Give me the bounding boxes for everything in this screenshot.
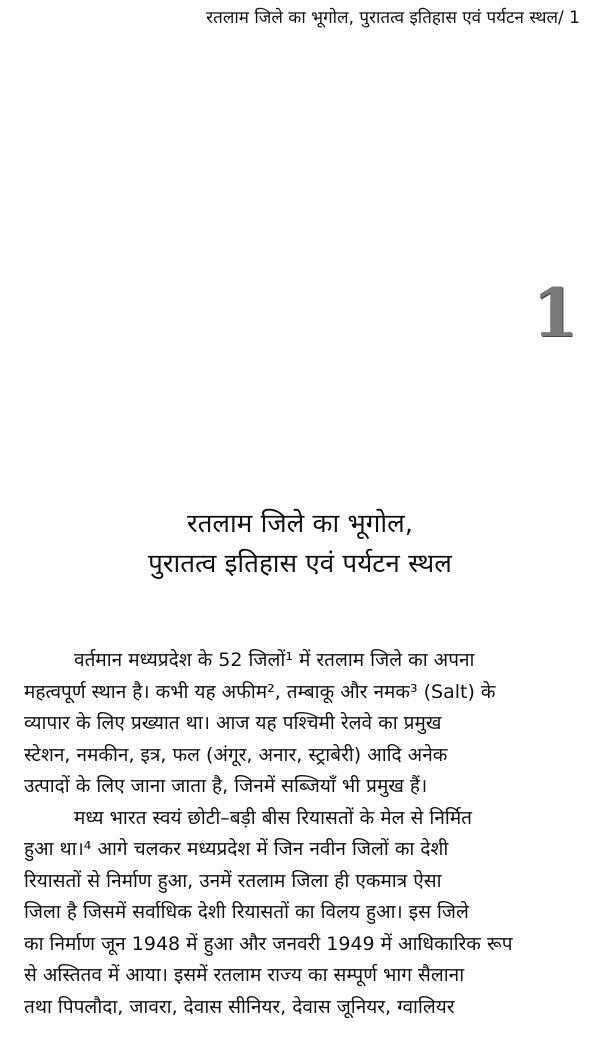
paragraph-line: उत्पादों के लिए जाना जाता है, जिनमें सब्जियाँ भी प्रमुख हैं। (24, 775, 428, 797)
paragraph-line: मध्य भारत स्वयं छोटी–बड़ी बीस रियासतों के मेल से निर्मित (74, 806, 473, 829)
chapter-title (0, 504, 600, 584)
paragraph-line: वर्तमान मध्यप्रदेश के 52 जिलों¹ में रतलाम जिले का अपना (74, 649, 475, 671)
paragraph-line: का निर्माण जून 1948 में हुआ और जनवरी 1949 में आधिकारिक रूप (24, 932, 513, 955)
chapter-number: 1 (532, 274, 578, 352)
chapter-title-line-1: रतलाम जिले का भूगोल, (186, 509, 414, 539)
body-text (24, 645, 576, 1023)
paragraph-line: व्यापार के लिए प्रख्यात था। आज यह पश्चिमी रेलवे का प्रमुख (24, 712, 442, 734)
paragraph-line: हुआ था।⁴ आगे चलकर मध्यप्रदेश में जिन नवीन जिलों का देशी (24, 838, 449, 860)
chapter-title-line-2: पुरातत्व इतिहास एवं पर्यटन स्थल (148, 549, 452, 579)
paragraph-line: स्टेशन, नमकीन, इत्र, फल (अंगूर, अनार, स्ट्राबेरी) आदि अनेक (24, 743, 448, 766)
running-header: रतलाम जिले का भूगोल, पुरातत्व इतिहास एवं पर्यटन स्थल/ 1 (206, 8, 580, 28)
paragraph-line: जिला है जिसमें सर्वाधिक देशी रियासतों का विलय हुआ। इस जिले (24, 901, 469, 923)
paragraph-line: तथा पिपलौदा, जावरा, देवास सीनियर, देवास जूनियर, ग्वालियर (24, 995, 455, 1018)
paragraph-line: से अस्तितव में आया। इसमें रतलाम राज्य का सम्पूर्ण भाग सैलाना (24, 964, 465, 986)
paragraph-line: रियासतों से निर्माण हुआ, उनमें रतलाम जिला ही एकमात्र ऐसा (24, 869, 442, 892)
paragraph-line: महत्वपूर्ण स्थान है। कभी यह अफीम², तम्बाकू और नमक³ (Salt) के (24, 680, 496, 703)
